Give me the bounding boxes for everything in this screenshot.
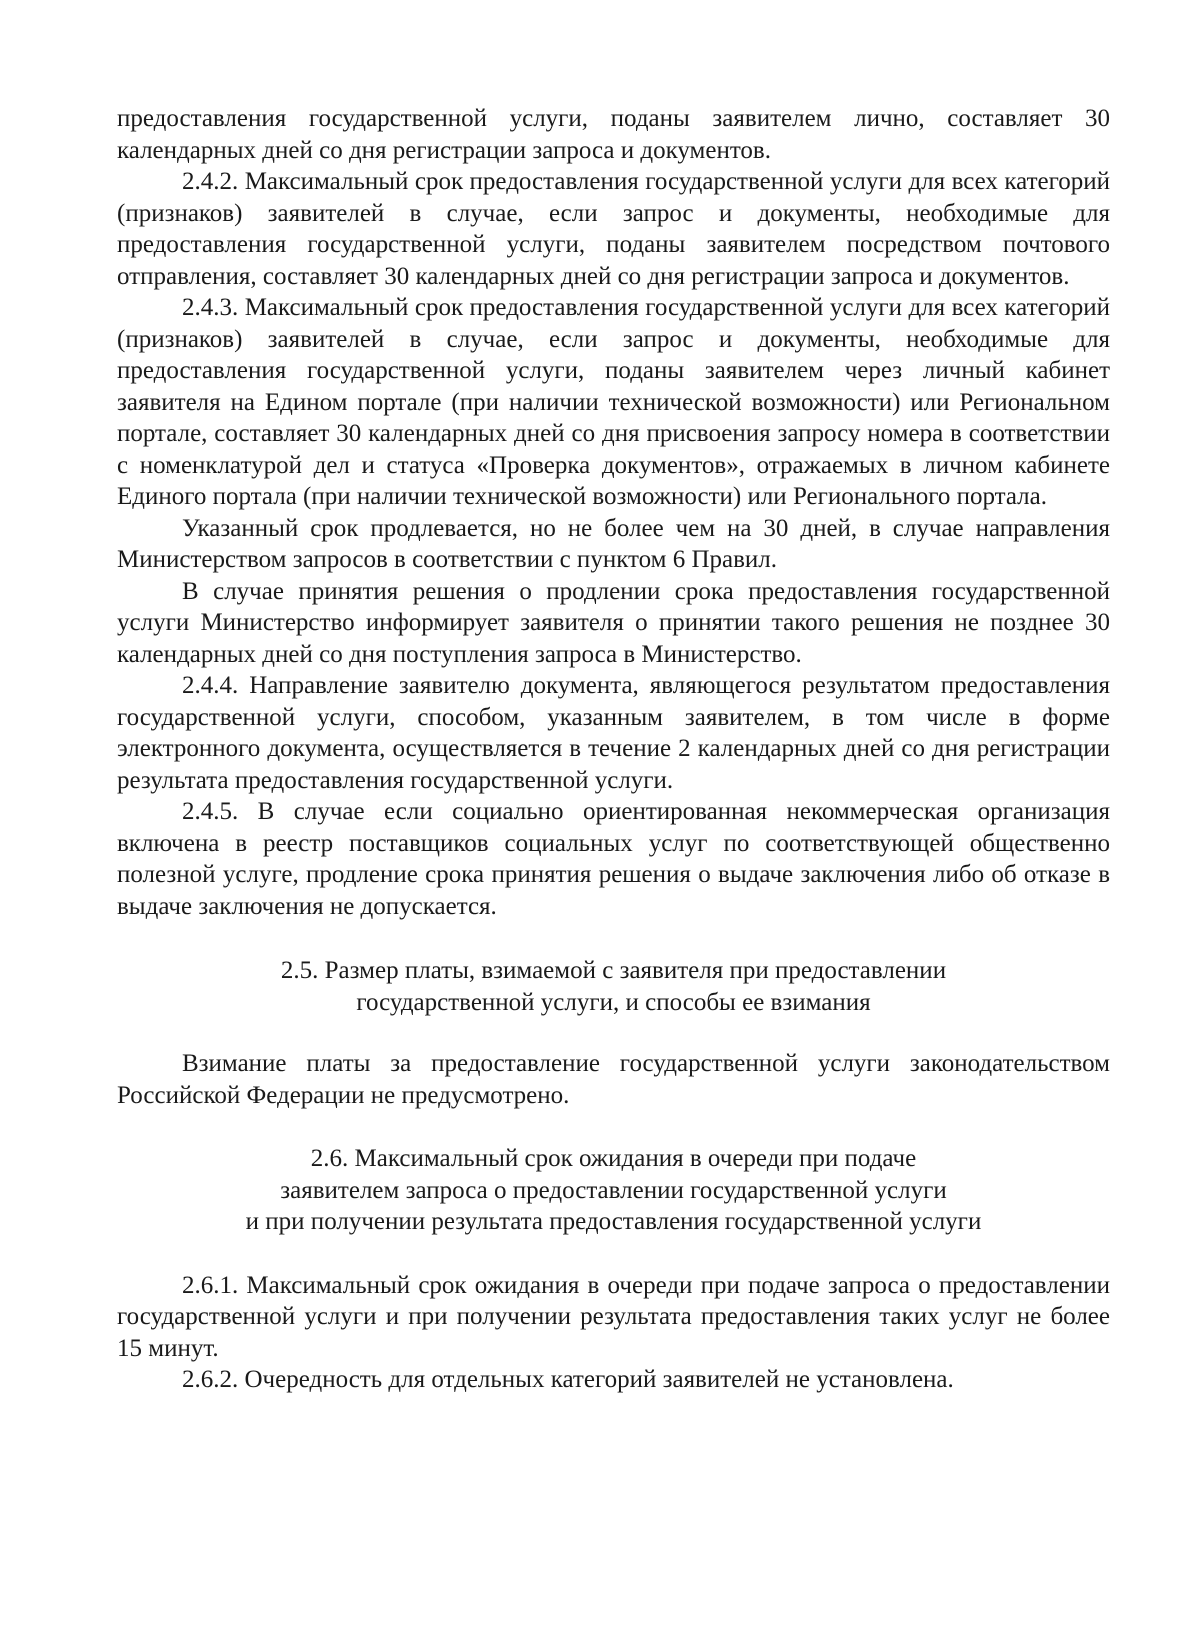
section-heading-2-6: 2.6. Максимальный срок ожидания в очереди при подаче заявителем запроса о предоставлении государственной услуги и при получении результата предоставления государственной услуги [245,1145,982,1235]
paragraph-2-6-2: 2.6.2. Очередность для отдельных категорий заявителей не установлена. [182,1366,954,1393]
paragraph-2-6-1: 2.6.1. Максимальный срок ожидания в очереди при подаче запроса о предоставлении государственной услуги и при получении результата предоставления таких услуг не более 15 минут. [117,1271,1110,1362]
paragraph-2-4-2: 2.4.2. Максимальный срок предоставления государственной услуги для всех категорий (признаков) заявителей в случае, если запрос и документы, необходимые для предоставления государственной услуги, поданы заявителем посредством почтового отправления, составляет 30 календарных дней со дня регистрации запроса и документов. [117,168,1110,290]
paragraph-extension-notice: В случае принятия решения о продлении срока предоставления государственной услуги Министерство информирует заявителя о принятии такого решения не позднее 30 календарных дней со дня поступления запроса в Министерство. [117,577,1110,668]
paragraph-2-4-3: 2.4.3. Максимальный срок предоставления государственной услуги для всех категорий (признаков) заявителей в случае, если запрос и документы, необходимые для предоставления государственной услуги, поданы заявителем через личный кабинет заявителя на Едином портале (при наличии технической возможности) или Региональном портале, составляет 30 календарных дней со дня присвоения запросу номера в соответствии с номенклатурой дел и статуса «Проверка документов», отражаемых в личном кабинете Единого портала (при наличии технической возможности) или Регионального портала. [117,294,1110,510]
paragraph-2-5: Взимание платы за предоставление государственной услуги законодательством Российской Федерации не предусмотрено. [117,1050,1110,1109]
paragraph-2-4-5: 2.4.5. В случае если социально ориентированная некоммерческая организация включена в реестр поставщиков социальных услуг по соответствующей общественно полезной услуге, продление срока принятия решения о выдаче заключения либо об отказе в выдаче заключения не допускается. [117,798,1110,920]
paragraph-extension: Указанный срок продлевается, но не более чем на 30 дней, в случае направления Министерством запросов в соответствии с пунктом 6 Правил. [117,514,1110,573]
paragraph-2-4-4: 2.4.4. Направление заявителю документа, являющегося результатом предоставления государственной услуги, способом, указанным заявителем, в том числе в форме электронного документа, осуществляется в течение 2 календарных дней со дня регистрации результата предоставления государственной услуги. [117,672,1110,794]
document-page [117,103,1110,1396]
paragraph-continuation: предоставления государственной услуги, поданы заявителем лично, составляет 30 календарных дней со дня регистрации запроса и документов. [117,105,1110,164]
section-heading-2-5: 2.5. Размер платы, взимаемой с заявителя при предоставлении государственной услуги, и способы ее взимания [280,957,947,1016]
